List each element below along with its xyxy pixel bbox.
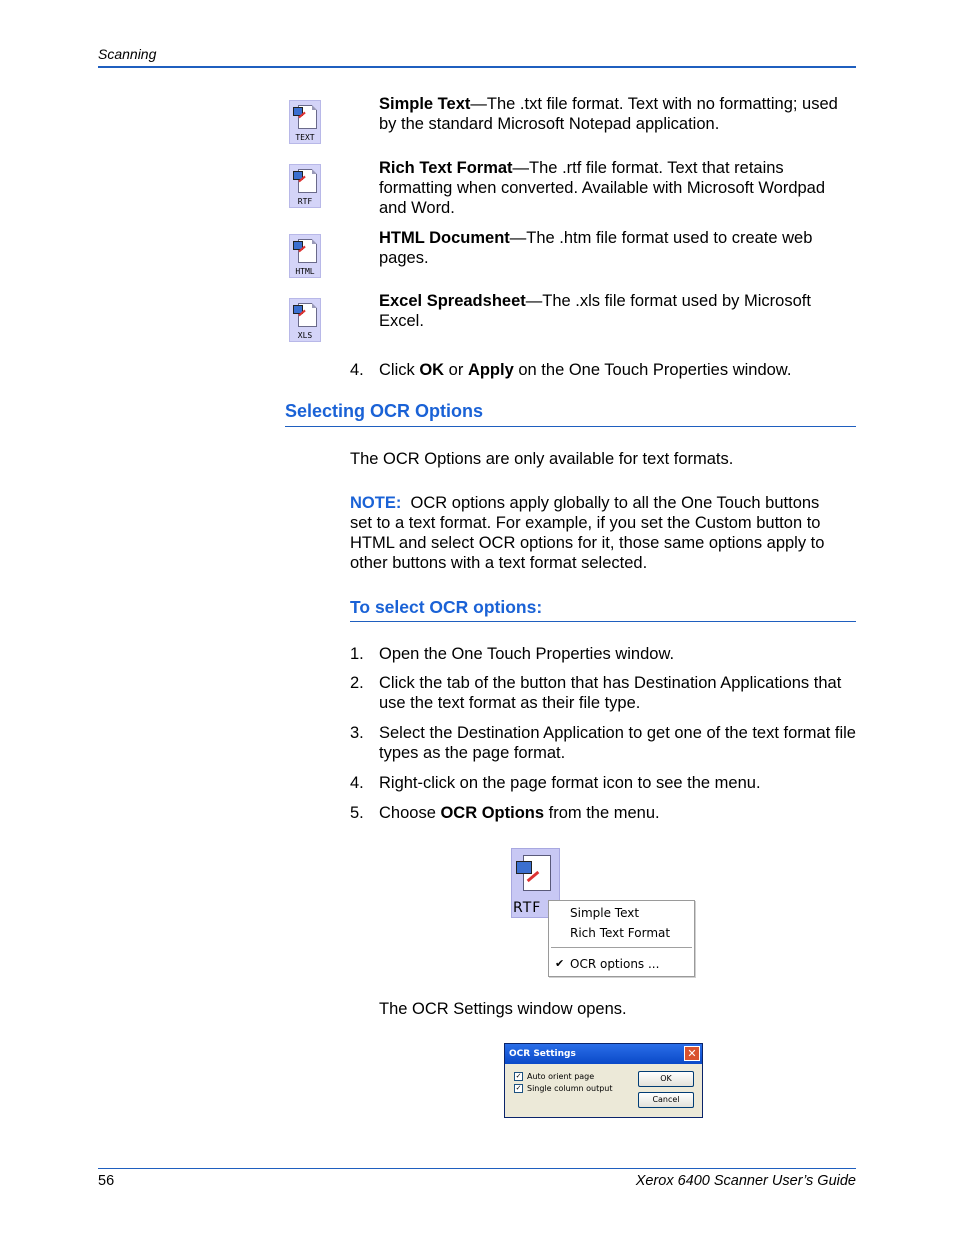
format-name: HTML Document <box>379 229 510 247</box>
step-text: Open the One Touch Properties window. <box>379 645 675 663</box>
procedure-rule <box>350 621 856 622</box>
step-number: 5. <box>350 804 364 822</box>
single-column-checkbox[interactable] <box>514 1084 634 1094</box>
step-text: Select the Destination Application to get one of the text format file types as the page format. <box>379 724 856 762</box>
format-text: —The .rtf file format. Text that retains formatting when converted. Available with Microsoft Wordpad and Word. <box>379 159 826 217</box>
result-text: The OCR Settings window opens. <box>379 1000 627 1018</box>
step-number: 2. <box>350 674 364 692</box>
step-text: Right-click on the page format icon to see the menu. <box>379 774 761 792</box>
xls-format-icon: XLS <box>289 298 321 342</box>
note-text: OCR options apply globally to all the One Touch buttons set to a text format. For example, if you set the Custom button to HTML and select OCR options for it, those same options apply to other buttons with a text format selected. <box>350 494 825 572</box>
icon-label: RTF <box>513 900 542 916</box>
format-desc-excel <box>379 291 857 331</box>
note-label: NOTE: <box>350 494 402 512</box>
section-heading: Selecting OCR Options <box>285 401 484 421</box>
format-desc-rich-text <box>379 158 857 218</box>
html-format-icon: HTML <box>289 234 321 278</box>
section-rule <box>285 426 856 427</box>
checkmark-icon: ✔ <box>555 957 565 970</box>
page-number: 56 <box>98 1173 115 1189</box>
menu-item-rich-text-format[interactable]: Rich Text Format <box>570 926 671 940</box>
format-name: Simple Text <box>379 95 471 113</box>
step-number: 1. <box>350 645 364 663</box>
image-icon <box>516 861 532 874</box>
note-paragraph <box>350 493 840 573</box>
rtf-format-icon: RTF <box>289 164 321 208</box>
checkbox-label: Auto orient page <box>527 1072 595 1081</box>
dialog-body <box>507 1064 700 1115</box>
auto-orient-checkbox[interactable] <box>514 1072 634 1082</box>
menu-item-simple-text[interactable]: Simple Text <box>570 906 640 920</box>
ok-button[interactable]: OK <box>638 1071 694 1087</box>
menu-item-ocr-options[interactable]: OCR options ... <box>570 957 660 971</box>
procedure-heading: To select OCR options: <box>350 597 543 617</box>
intro-paragraph: The OCR Options are only available for text formats. <box>350 450 734 468</box>
dialog-title: OCR Settings <box>505 1044 702 1064</box>
format-desc-html <box>379 228 857 268</box>
footer-rule <box>98 1168 856 1169</box>
header-rule <box>98 66 856 68</box>
checkbox-icon: ✓ <box>515 1084 522 1092</box>
format-context-menu <box>548 900 695 977</box>
step-number: 3. <box>350 724 364 742</box>
step-number: 4. <box>350 361 364 379</box>
format-text: —The .htm file format used to create web pages. <box>379 229 813 267</box>
format-text: —The .xls file format used by Microsoft Excel. <box>379 292 811 330</box>
guide-title: Xerox 6400 Scanner User’s Guide <box>635 1173 856 1189</box>
step-text: Choose OCR Options from the menu. <box>379 804 660 822</box>
cancel-button[interactable]: Cancel <box>638 1092 694 1108</box>
format-desc-simple-text <box>379 94 857 134</box>
menu-separator <box>551 947 692 948</box>
running-header: Scanning <box>98 46 157 62</box>
step-number: 4. <box>350 774 364 792</box>
checkbox-label: Single column output <box>527 1084 613 1093</box>
checkbox-icon: ✓ <box>515 1072 522 1080</box>
step-text: Click the tab of the button that has Destination Applications that use the text format as their file type. <box>379 674 842 712</box>
format-name: Rich Text Format <box>379 159 513 177</box>
format-name: Excel Spreadsheet <box>379 292 526 310</box>
ocr-settings-dialog <box>504 1043 703 1118</box>
text-format-icon: TEXT <box>289 100 321 144</box>
step-text: Click OK or Apply on the One Touch Properties window. <box>379 361 792 379</box>
format-text: —The .txt file format. Text with no formatting; used by the standard Microsoft Notepad application. <box>379 95 838 133</box>
close-icon[interactable]: ✕ <box>684 1046 700 1061</box>
